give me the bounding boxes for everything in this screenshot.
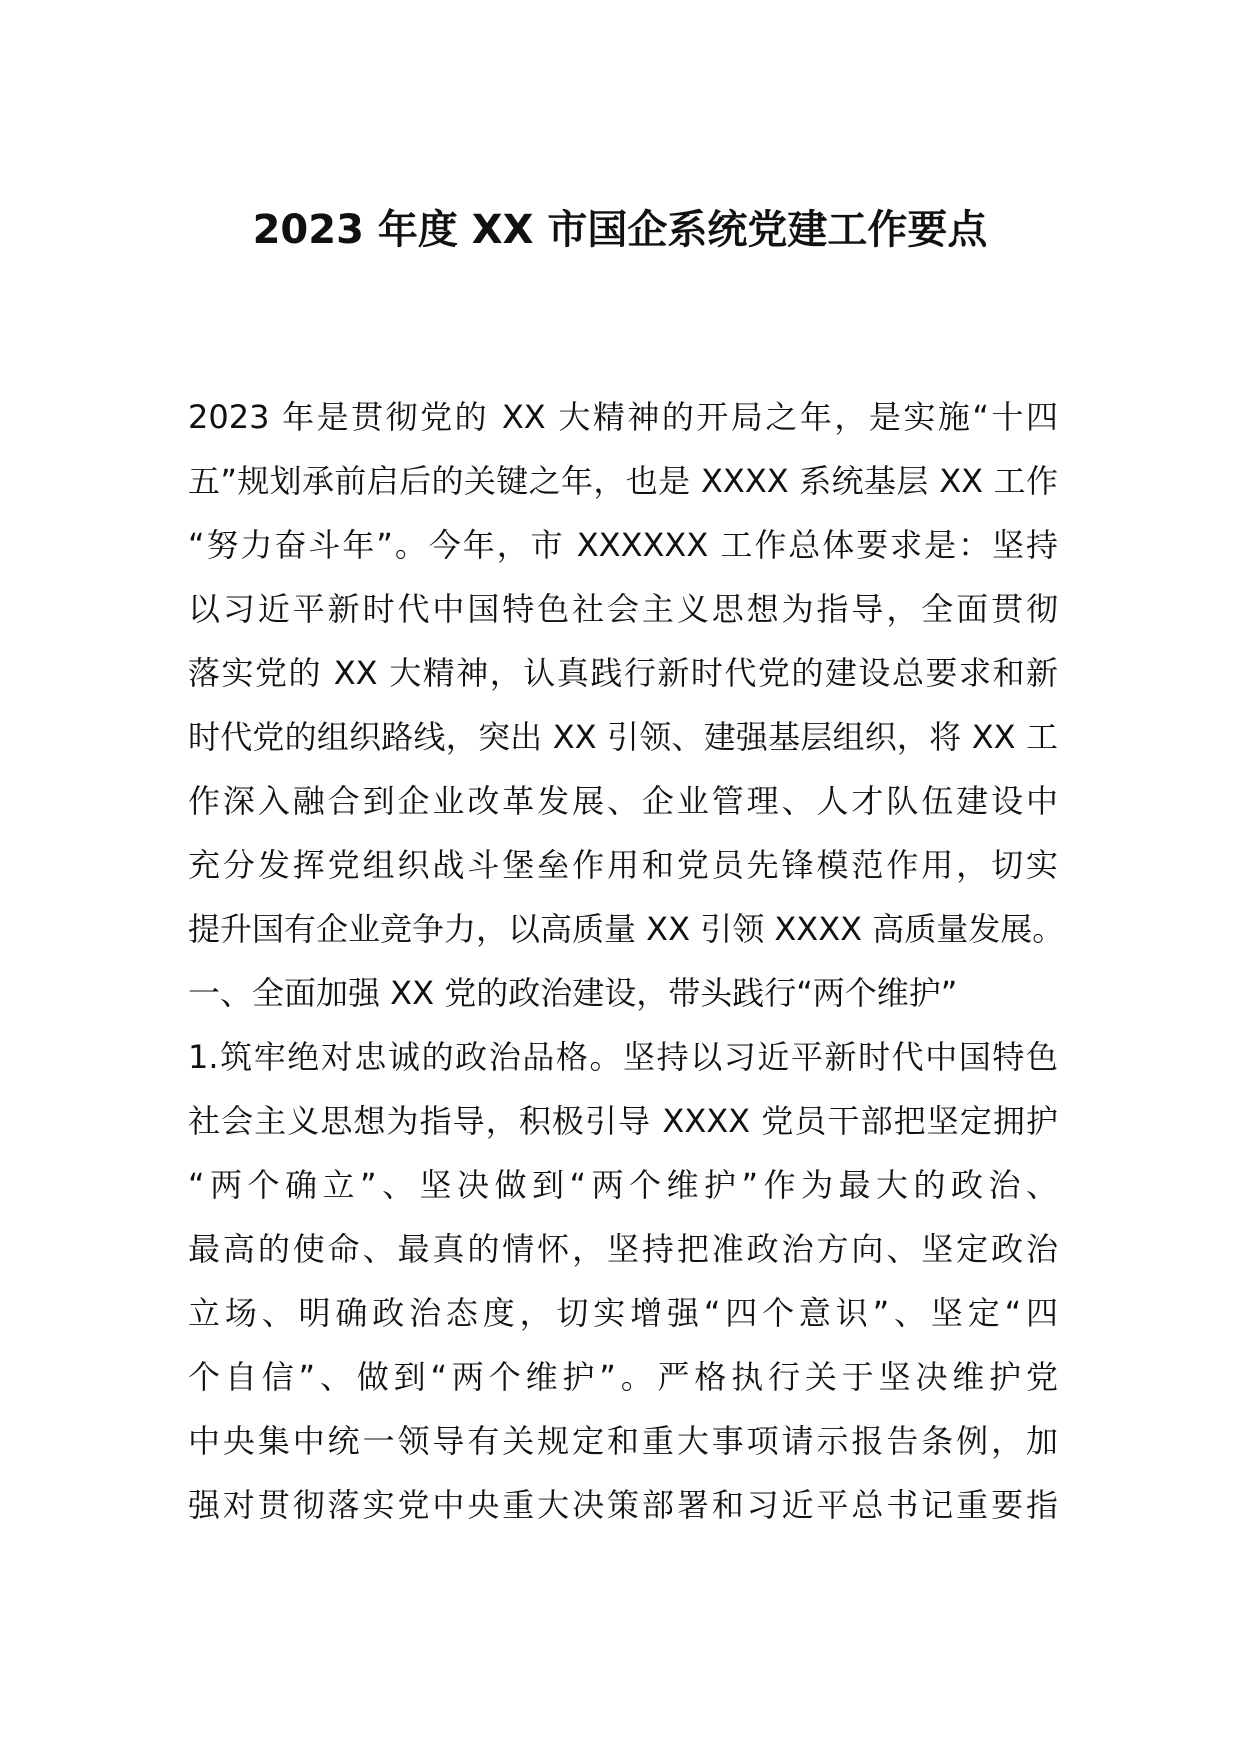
- body-line-2: 五”规划承前启后的关键之年，也是 XXXX 系统基层 XX 工作: [188, 462, 1058, 500]
- body-line-12: 社会主义思想为指导，积极引导 XXXX 党员干部把坚定拥护: [188, 1102, 1058, 1140]
- body-line-13: “两个确立”、坚决做到“两个维护”作为最大的政治、: [188, 1166, 1058, 1204]
- document-body: [188, 385, 1065, 1537]
- body-line-8: 充分发挥党组织战斗堡垒作用和党员先锋模范作用，切实: [188, 846, 1058, 884]
- body-line-6: 时代党的组织路线，突出 XX 引领、建强基层组织，将 XX 工: [188, 718, 1058, 756]
- section-heading-1: 一、全面加强 XX 党的政治建设，带头践行“两个维护”: [188, 974, 958, 1012]
- body-line-3: “努力奋斗年”。今年，市 XXXXXX 工作总体要求是：坚持: [188, 526, 1058, 564]
- body-line-15: 立场、明确政治态度，切实增强“四个意识”、坚定“四: [188, 1294, 1058, 1332]
- body-line-4: 以习近平新时代中国特色社会主义思想为指导，全面贯彻: [188, 590, 1058, 628]
- body-line-5: 落实党的 XX 大精神，认真践行新时代党的建设总要求和新: [188, 654, 1058, 692]
- body-line-14: 最高的使命、最真的情怀，坚持把准政治方向、坚定政治: [188, 1230, 1058, 1268]
- body-line-18: 强对贯彻落实党中央重大决策部署和习近平总书记重要指: [188, 1486, 1058, 1524]
- body-line-17: 中央集中统一领导有关规定和重大事项请示报告条例，加: [188, 1422, 1058, 1460]
- body-line-16: 个自信”、做到“两个维护”。严格执行关于坚决维护党: [188, 1358, 1058, 1396]
- body-line-7: 作深入融合到企业改革发展、企业管理、人才队伍建设中: [188, 782, 1058, 820]
- body-line-9: 提升国有企业竞争力，以高质量 XX 引领 XXXX 高质量发展。: [188, 910, 1065, 948]
- document-title: 2023 年度 XX 市国企系统党建工作要点: [252, 207, 988, 253]
- body-line-1: 2023 年是贯彻党的 XX 大精神的开局之年，是实施“十四: [188, 398, 1058, 436]
- body-line-11: 1.筑牢绝对忠诚的政治品格。坚持以习近平新时代中国特色: [188, 1038, 1058, 1076]
